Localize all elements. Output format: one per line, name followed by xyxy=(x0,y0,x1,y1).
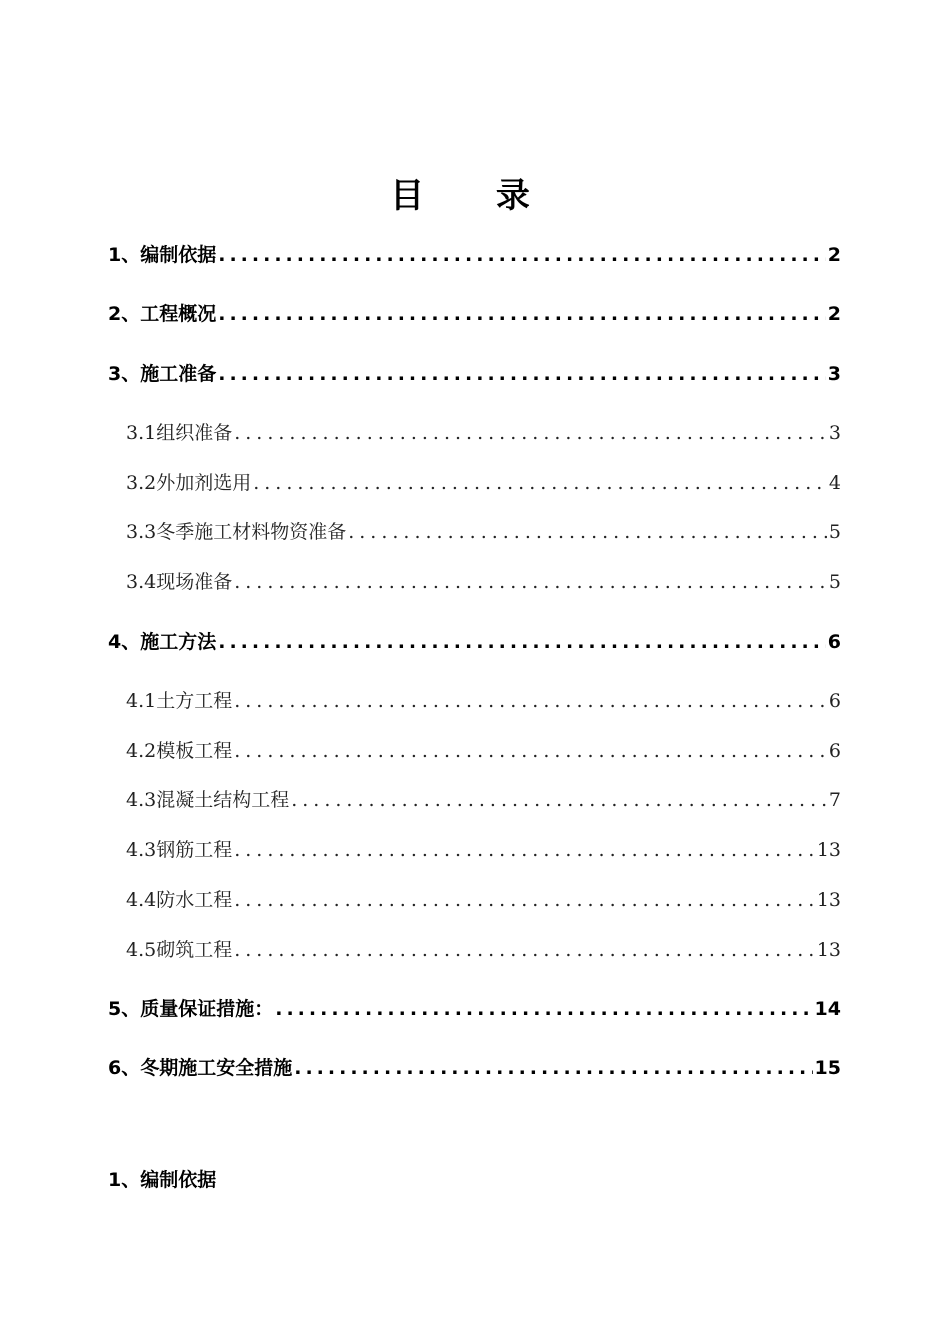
toc-page-number: 6 xyxy=(828,690,841,712)
toc-entry-4-1[interactable] xyxy=(126,686,841,716)
toc-page-number: 13 xyxy=(816,939,841,961)
toc-dot-leader xyxy=(275,994,812,1024)
toc-page-number: 13 xyxy=(816,839,841,861)
toc-page-number: 6 xyxy=(828,740,841,762)
toc-page-number: 13 xyxy=(816,889,841,911)
toc-entry-3-2[interactable] xyxy=(126,468,841,498)
toc-page-number: 5 xyxy=(828,571,841,593)
toc-page-number: 2 xyxy=(827,244,841,266)
toc-entry-3[interactable] xyxy=(108,359,841,389)
section-heading: 1、编制依据 xyxy=(108,1169,217,1191)
toc-entry-label: 4、施工方法 xyxy=(108,631,217,653)
toc-dot-leader xyxy=(234,885,815,915)
toc-entry-label: 2、工程概况 xyxy=(108,303,217,325)
toc-dot-leader xyxy=(234,935,815,965)
toc-entry-label: 3.2外加剂选用 xyxy=(126,472,252,494)
toc-page-number: 2 xyxy=(827,303,841,325)
toc-page-number: 14 xyxy=(814,998,841,1020)
toc-entry-3-3[interactable] xyxy=(126,517,841,547)
toc-entry-1[interactable] xyxy=(108,240,841,270)
toc-entry-4-5[interactable] xyxy=(126,935,841,965)
toc-dot-leader xyxy=(234,736,827,766)
toc-dot-leader xyxy=(234,835,815,865)
toc-entry-label: 4.5砌筑工程 xyxy=(126,939,233,961)
toc-entry-label: 4.2模板工程 xyxy=(126,740,233,762)
toc-page-number: 3 xyxy=(828,422,841,444)
toc-dot-leader xyxy=(253,468,827,498)
toc-dot-leader xyxy=(291,785,827,815)
toc-entry-4-4[interactable] xyxy=(126,885,841,915)
toc-page-number: 4 xyxy=(828,472,841,494)
toc-entry-label: 5、质量保证措施： xyxy=(108,998,274,1020)
toc-entry-4-3[interactable] xyxy=(126,785,841,815)
toc-entry-5[interactable] xyxy=(108,994,841,1024)
toc-entry-label: 1、编制依据 xyxy=(108,244,217,266)
toc-entry-4-2[interactable] xyxy=(126,736,841,766)
page-title: 目 录 xyxy=(390,176,560,216)
toc-entry-label: 3.1组织准备 xyxy=(126,422,233,444)
toc-dot-leader xyxy=(294,1053,812,1083)
toc-entry-label: 4.3混凝土结构工程 xyxy=(126,789,290,811)
toc-entry-label: 4.3钢筋工程 xyxy=(126,839,233,861)
toc-dot-leader xyxy=(218,299,826,329)
toc-entry-label: 6、冬期施工安全措施 xyxy=(108,1057,293,1079)
toc-dot-leader xyxy=(234,567,827,597)
toc-page-number: 6 xyxy=(827,631,841,653)
toc-entry-6[interactable] xyxy=(108,1053,841,1083)
toc-entry-3-1[interactable] xyxy=(126,418,841,448)
toc-entry-label: 3、施工准备 xyxy=(108,363,217,385)
toc-entry-4-3b[interactable] xyxy=(126,835,841,865)
toc-entry-label: 4.4防水工程 xyxy=(126,889,233,911)
toc-page-number: 7 xyxy=(828,789,841,811)
toc-entry-label: 3.4现场准备 xyxy=(126,571,233,593)
toc-entry-label: 4.1土方工程 xyxy=(126,690,233,712)
toc-entry-3-4[interactable] xyxy=(126,567,841,597)
toc-dot-leader xyxy=(218,240,826,270)
toc-entry-2[interactable] xyxy=(108,299,841,329)
toc-entry-label: 3.3冬季施工材料物资准备 xyxy=(126,521,347,543)
toc-page-number: 15 xyxy=(814,1057,841,1079)
toc-page-number: 5 xyxy=(828,521,841,543)
toc-dot-leader xyxy=(218,627,826,657)
toc-dot-leader xyxy=(234,418,827,448)
toc-dot-leader xyxy=(218,359,826,389)
toc-dot-leader xyxy=(234,686,827,716)
toc-page-number: 3 xyxy=(827,363,841,385)
toc-entry-4[interactable] xyxy=(108,627,841,657)
toc-dot-leader xyxy=(348,517,827,547)
